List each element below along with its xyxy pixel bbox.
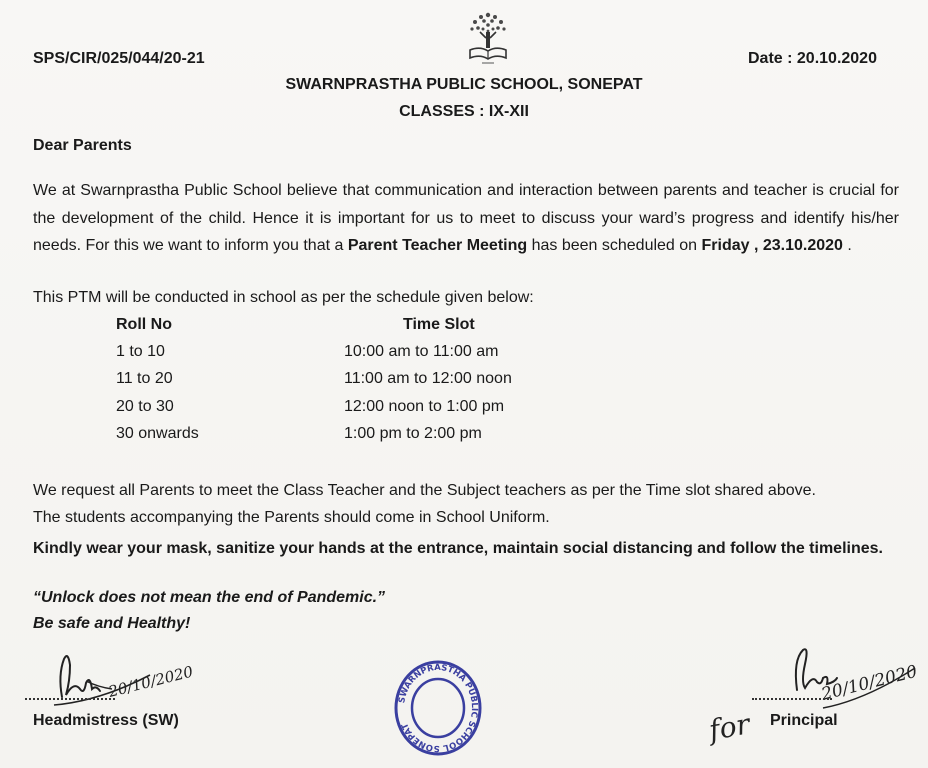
roll-no-header: Roll No (116, 316, 172, 333)
principal-handwritten-date: 20/10/2020 (819, 661, 920, 705)
intro-paragraph (33, 177, 899, 260)
schedule-roll-4: 30 onwards (116, 425, 199, 442)
schedule-time-1: 10:00 am to 11:00 am (344, 343, 499, 360)
school-name: SWARNPRASTHA PUBLIC SCHOOL, SONEPAT (285, 76, 643, 93)
ptm-phrase: Parent Teacher Meeting (347, 237, 528, 254)
principal-title: Principal (770, 712, 838, 729)
time-slot-header: Time Slot (403, 316, 475, 333)
school-logo-icon (462, 8, 514, 66)
for-prefix: for (706, 707, 753, 747)
schedule-time-4: 1:00 pm to 2:00 pm (344, 425, 482, 442)
schedule-intro: This PTM will be conducted in school as per the schedule given below: (33, 289, 534, 306)
circular-date: Date : 20.10.2020 (748, 50, 877, 67)
safety-instructions: Kindly wear your mask, sanitize your hands at the entrance, maintain social distancing and follow the timelines. (33, 540, 883, 557)
schedule-time-3: 12:00 noon to 1:00 pm (344, 398, 505, 415)
school-stamp (393, 658, 483, 758)
stamp-text: SWARNPRASTHA PUBLIC SCHOOL SONEPAT (397, 662, 480, 754)
schedule-roll-2: 11 to 20 (116, 370, 173, 387)
headmistress-title: Headmistress (SW) (33, 712, 179, 729)
schedule-roll-3: 20 to 30 (116, 398, 174, 415)
intro-text-2: has been scheduled on (527, 237, 702, 254)
reference-number: SPS/CIR/025/044/20-21 (33, 50, 205, 67)
salutation: Dear Parents (33, 137, 132, 154)
schedule-time-2: 11:00 am to 12:00 noon (344, 370, 512, 387)
request-line-1: We request all Parents to meet the Class Teacher and the Subject teachers as per the Time slot shared above. (33, 482, 816, 499)
ptm-date: Friday , 23.10.2020 (701, 237, 843, 254)
schedule-roll-1: 1 to 10 (116, 343, 165, 360)
request-line-2: The students accompanying the Parents should come in School Uniform. (33, 509, 550, 526)
headmistress-signature (40, 645, 200, 715)
svg-text:SWARNPRASTHA PUBLIC SCHOOL SON (397, 663, 479, 753)
closing-line: Be safe and Healthy! (33, 615, 191, 632)
intro-text-1: We at Swarnprastha Public School believe that communication and interaction between parents and teacher is crucial for the development of the child. Hence it is important for us to meet to discuss your ward’s progress and identify his/her needs. For this we want to inform you that a (33, 182, 899, 254)
headmistress-signature-line (25, 688, 115, 700)
intro-text-3: . (842, 237, 852, 254)
classes-line: CLASSES : IX-XII (399, 103, 529, 120)
principal-signature-line (752, 688, 832, 700)
pandemic-quote: “Unlock does not mean the end of Pandemic.” (33, 589, 386, 606)
headmistress-handwritten-date: 20/10/2020 (106, 662, 195, 701)
